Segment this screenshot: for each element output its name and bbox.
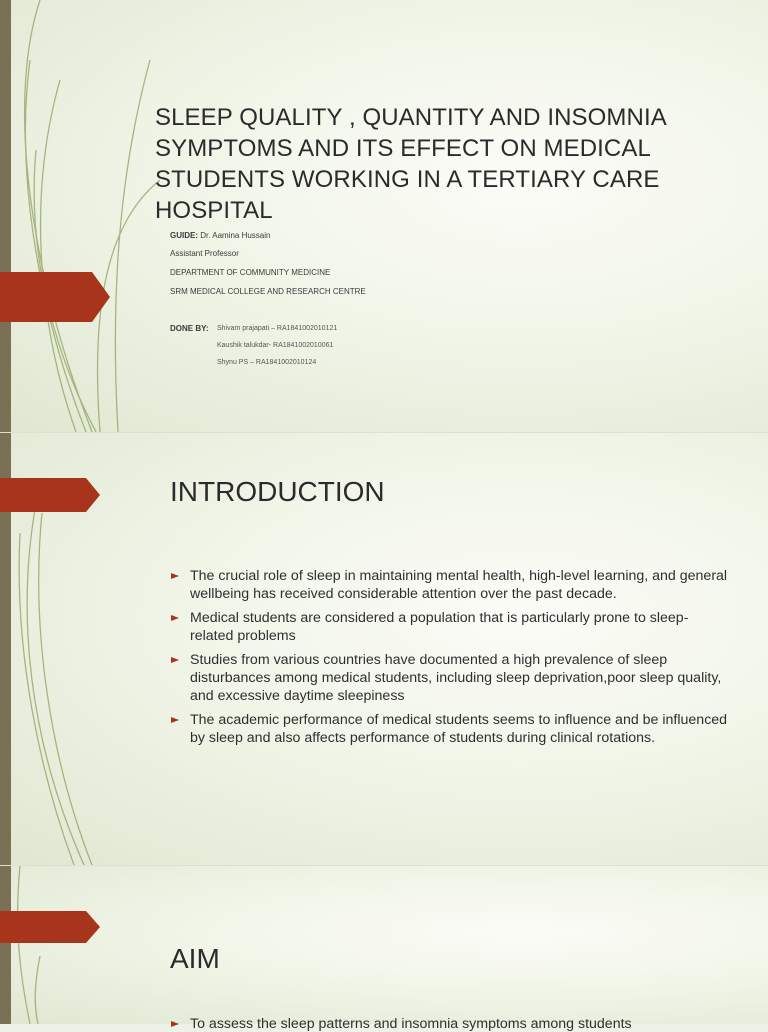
introduction-bullet-list <box>170 568 730 754</box>
guide-role: Assistant Professor <box>170 249 239 258</box>
accent-arrow-tab <box>0 478 102 512</box>
aim-slide <box>0 866 768 1024</box>
list-item: Studies from various countries have documented a high prevalence of sleep disturbances among medical students, including sleep deprivation,poor sleep quality, and excessive daytime sleepiness <box>170 652 730 705</box>
department: DEPARTMENT OF COMMUNITY MEDICINE <box>170 268 331 277</box>
list-item: The crucial role of sleep in maintaining mental health, high-level learning, and general wellbeing has received considerable attention over the past decade. <box>170 568 730 603</box>
arrow-bullet-icon <box>171 1021 179 1027</box>
arrow-bullet-icon <box>171 717 179 723</box>
student-3: Shynu PS – RA1841002010124 <box>217 359 317 366</box>
done-by-label: DONE BY: <box>170 324 209 333</box>
student-1: Shivam prajapati – RA1841002010121 <box>217 325 338 332</box>
accent-arrow-tab <box>0 272 112 322</box>
presentation-title: SLEEP QUALITY , QUANTITY AND INSOMNIA SYMPTOMS AND ITS EFFECT ON MEDICAL STUDENTS WORKING IN A TERTIARY CARE HOSPITAL <box>155 104 666 224</box>
list-item: Medical students are considered a population that is particularly prone to sleep-related problems <box>170 610 730 645</box>
guide-label: GUIDE: <box>170 231 198 240</box>
college: SRM MEDICAL COLLEGE AND RESEARCH CENTRE <box>170 287 366 296</box>
aim-first-bullet: To assess the sleep patterns and insomnia symptoms among students <box>170 1016 632 1032</box>
guide-line <box>170 231 270 241</box>
title-slide <box>0 0 768 432</box>
arrow-bullet-icon <box>171 573 179 579</box>
arrow-bullet-icon <box>171 657 179 663</box>
decorative-swoosh <box>0 866 140 1024</box>
aim-heading: AIM <box>170 943 220 974</box>
introduction-heading: INTRODUCTION <box>170 476 385 507</box>
arrow-bullet-icon <box>171 615 179 621</box>
decorative-swoosh <box>0 0 160 432</box>
list-item: The academic performance of medical students seems to influence and be influenced by sleep and also affects performance of students during clinical rotations. <box>170 712 730 747</box>
student-2: Kaushik talukdar- RA1841002010061 <box>217 342 334 349</box>
guide-name: Dr. Aamina Hussain <box>198 231 271 240</box>
accent-arrow-tab <box>0 911 102 943</box>
